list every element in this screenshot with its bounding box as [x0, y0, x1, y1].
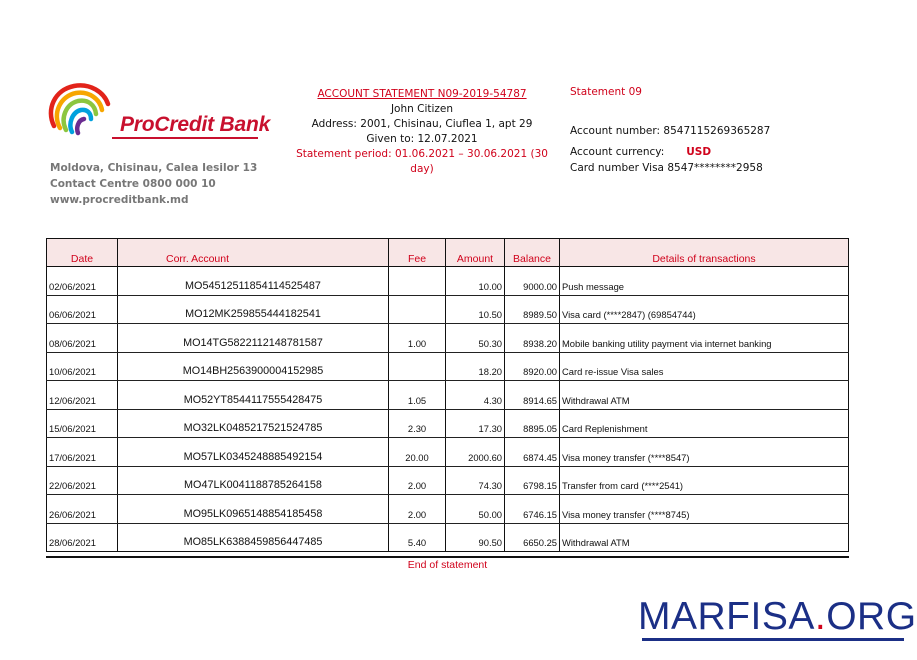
row-fee: 5.40: [389, 523, 446, 552]
table-row: [47, 523, 849, 552]
row-amount: 10.00: [446, 267, 505, 296]
watermark-dot: .: [814, 595, 827, 638]
row-details: Withdrawal ATM: [560, 523, 849, 552]
table-row: [47, 409, 849, 438]
row-date: 22/06/2021: [47, 466, 118, 495]
row-fee: 1.05: [389, 381, 446, 410]
account-number: Account number: 8547115269365287: [570, 125, 771, 137]
account-currency: [570, 145, 711, 159]
header-details: Details of transactions: [560, 239, 849, 267]
row-details: Transfer from card (****2541): [560, 466, 849, 495]
header-amount: Amount: [446, 239, 505, 267]
row-balance: 6746.15: [505, 495, 560, 524]
row-amount: 10.50: [446, 295, 505, 324]
row-amount: 18.20: [446, 352, 505, 381]
watermark-underline: [642, 638, 904, 641]
bank-address: Moldova, Chisinau, Calea Iesilor 13: [50, 162, 258, 174]
row-amount: 17.30: [446, 409, 505, 438]
bank-brand-name: ProCredit Bank: [120, 113, 271, 136]
table-row: [47, 267, 849, 296]
row-account: MO85LK6388459856447485: [118, 523, 389, 552]
row-details: Card Replenishment: [560, 409, 849, 438]
card-number: Card number Visa 8547********2958: [570, 162, 763, 174]
watermark: [638, 597, 917, 637]
row-date: 02/06/2021: [47, 267, 118, 296]
row-details: Visa card (****2847) (69854744): [560, 295, 849, 324]
row-date: 15/06/2021: [47, 409, 118, 438]
statement-number: Statement 09: [570, 86, 642, 98]
row-balance: 6874.45: [505, 438, 560, 467]
procredit-logo-icon: [44, 80, 114, 142]
bank-contact: Contact Centre 0800 000 10: [50, 178, 216, 190]
row-fee: 1.00: [389, 324, 446, 353]
statement-period: Statement period: 01.06.2021 – 30.06.2021 (30 day): [296, 148, 548, 175]
brand-underline: [112, 137, 258, 139]
row-date: 08/06/2021: [47, 324, 118, 353]
row-amount: 90.50: [446, 523, 505, 552]
header-fee: Fee: [389, 239, 446, 267]
table-row: [47, 295, 849, 324]
row-account: MO47LK0041188785264158: [118, 466, 389, 495]
row-balance: 8920.00: [505, 352, 560, 381]
row-account: MO95LK0965148854185458: [118, 495, 389, 524]
table-row: [47, 438, 849, 467]
table-row: [47, 495, 849, 524]
table-row: [47, 324, 849, 353]
row-balance: 6650.25: [505, 523, 560, 552]
row-fee: [389, 295, 446, 324]
row-date: 10/06/2021: [47, 352, 118, 381]
row-amount: 2000.60: [446, 438, 505, 467]
bank-website: www.procreditbank.md: [50, 194, 189, 206]
row-balance: 9000.00: [505, 267, 560, 296]
row-balance: 8938.20: [505, 324, 560, 353]
header-date: Date: [47, 239, 118, 267]
row-account: MO54512511854114525487: [118, 267, 389, 296]
row-balance: 8895.05: [505, 409, 560, 438]
watermark-part2: ORG: [826, 595, 917, 638]
row-details: Push message: [560, 267, 849, 296]
holder-address: Address: 2001, Chisinau, Ciuflea 1, apt 29: [311, 118, 533, 130]
row-date: 28/06/2021: [47, 523, 118, 552]
row-account: MO12MK259855444182541: [118, 295, 389, 324]
table-row: [47, 466, 849, 495]
end-of-statement: End of statement: [407, 559, 488, 571]
transactions-body: [47, 267, 849, 552]
row-amount: 50.30: [446, 324, 505, 353]
bank-info: [50, 160, 257, 208]
row-amount: 50.00: [446, 495, 505, 524]
row-fee: 2.00: [389, 495, 446, 524]
row-fee: [389, 267, 446, 296]
given-date: Given to: 12.07.2021: [366, 133, 478, 145]
row-details: Visa money transfer (****8547): [560, 438, 849, 467]
watermark-part1: MARFISA: [638, 595, 815, 638]
row-account: MO14BH2563900004152985: [118, 352, 389, 381]
end-divider: [46, 556, 849, 558]
table-header-row: [47, 239, 849, 267]
row-amount: 4.30: [446, 381, 505, 410]
row-fee: [389, 352, 446, 381]
row-account: MO57LK0345248885492154: [118, 438, 389, 467]
row-fee: 20.00: [389, 438, 446, 467]
row-account: MO14TG5822112148781587: [118, 324, 389, 353]
row-details: Visa money transfer (****8745): [560, 495, 849, 524]
header-account: Corr. Account: [118, 239, 389, 267]
row-details: Mobile banking utility payment via internet banking: [560, 324, 849, 353]
account-holder: John Citizen: [390, 103, 454, 115]
row-date: 12/06/2021: [47, 381, 118, 410]
row-date: 26/06/2021: [47, 495, 118, 524]
row-account: MO52YT8544117555428475: [118, 381, 389, 410]
row-details: Card re-issue Visa sales: [560, 352, 849, 381]
row-balance: 6798.15: [505, 466, 560, 495]
row-fee: 2.30: [389, 409, 446, 438]
row-amount: 74.30: [446, 466, 505, 495]
row-date: 06/06/2021: [47, 295, 118, 324]
table-row: [47, 381, 849, 410]
row-fee: 2.00: [389, 466, 446, 495]
row-details: Withdrawal ATM: [560, 381, 849, 410]
header-balance: Balance: [505, 239, 560, 267]
transactions-table: [46, 238, 849, 552]
statement-title: ACCOUNT STATEMENT N09-2019-54787: [317, 88, 527, 100]
table-row: [47, 352, 849, 381]
currency-value: USD: [686, 146, 712, 158]
row-account: MO32LK0485217521524785: [118, 409, 389, 438]
row-balance: 8989.50: [505, 295, 560, 324]
row-date: 17/06/2021: [47, 438, 118, 467]
currency-label: Account currency:: [570, 146, 665, 158]
row-balance: 8914.65: [505, 381, 560, 410]
